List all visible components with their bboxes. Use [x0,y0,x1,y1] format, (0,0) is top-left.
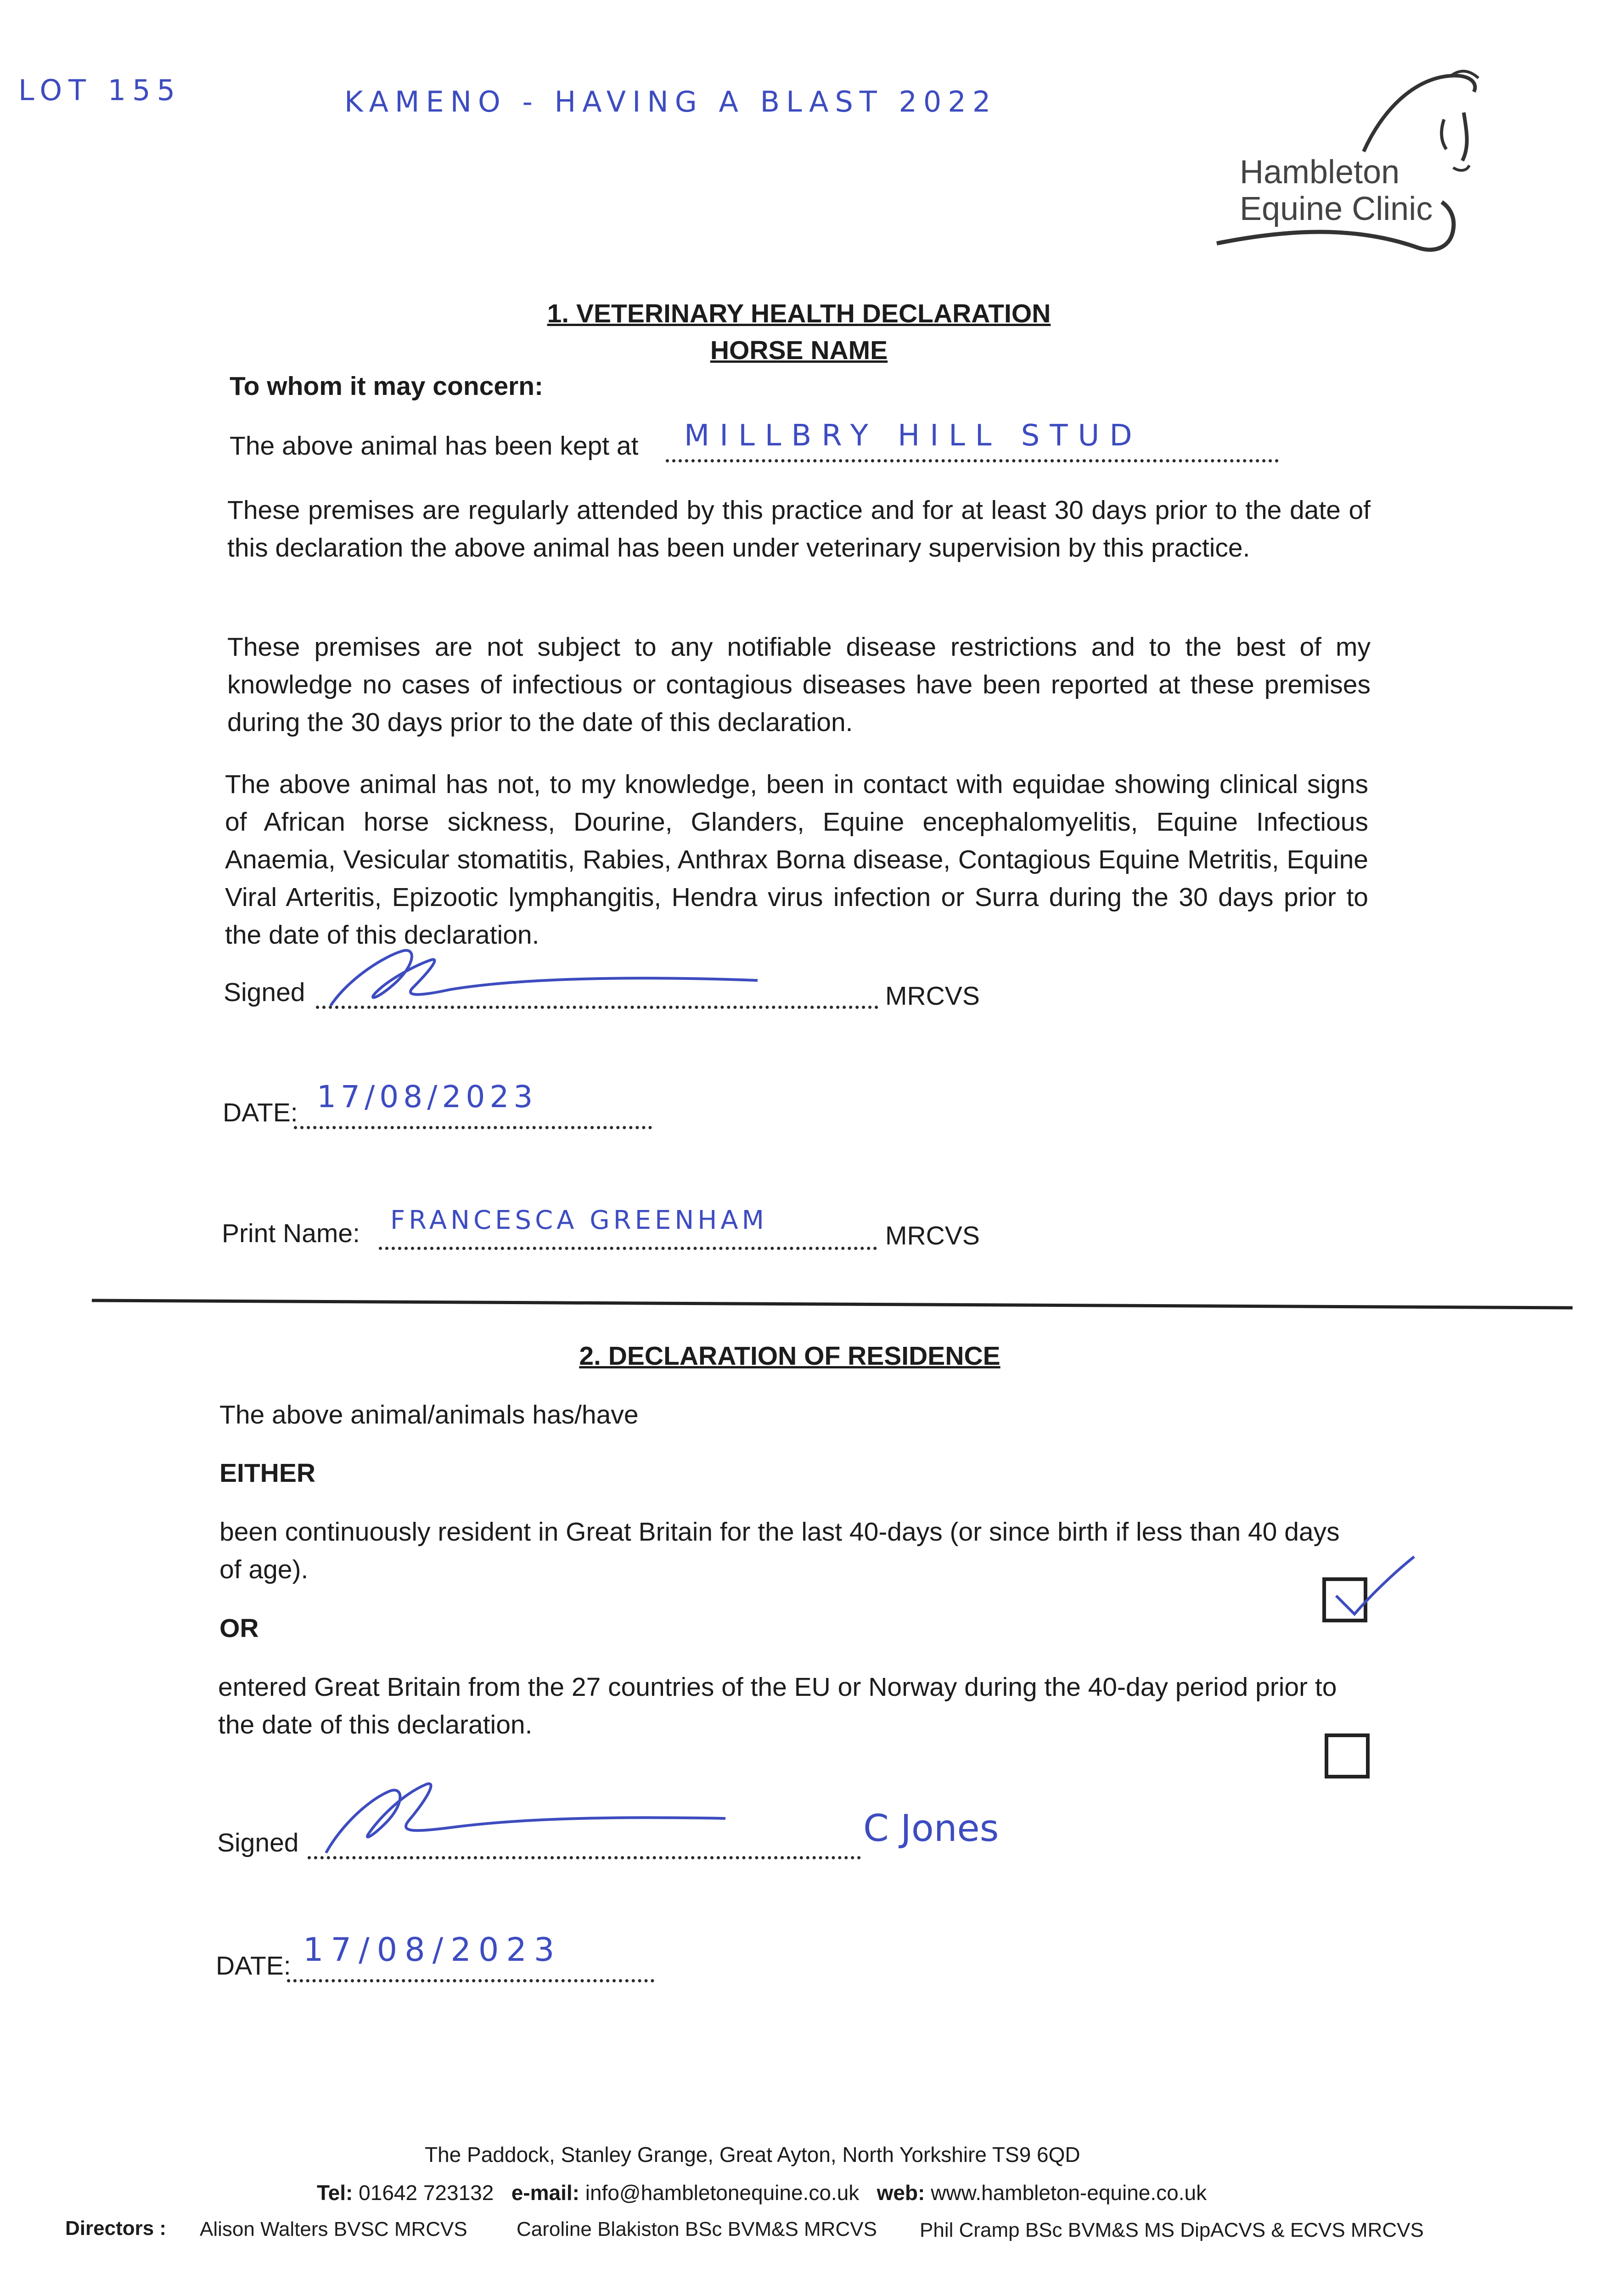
handwritten-signature-name-2: C Jones [863,1807,999,1850]
footer-director-2: Caroline Blakiston BSc BVM&S MRCVS [517,2218,877,2240]
footer-tel-label: Tel: [317,2181,353,2205]
mrcvs-label-2: MRCVS [885,1221,980,1250]
clinic-logo [1203,64,1488,266]
handwritten-premises: MILLBRY HILL STUD [684,419,1142,453]
signature-1-image [312,937,771,1019]
or-label: OR [219,1614,259,1643]
option-1-text: been continuously resident in Great Britain for the last 40-days (or since birth if less than 40 days of age). [219,1517,1340,1584]
footer-address: The Paddock, Stanley Grange, Great Ayton, North Yorkshire TS9 6QD [425,2143,1080,2167]
date-label-1: DATE: [223,1098,298,1127]
section2-title: 2. DECLARATION OF RESIDENCE [579,1341,1000,1371]
footer-director-1: Alison Walters BVSC MRCVS [200,2218,467,2240]
handwritten-date-1: 17/08/2023 [317,1079,538,1114]
handwritten-lot-number: LOT 155 [18,73,182,107]
signature-2-image [312,1773,735,1864]
signed-label-2: Signed [217,1828,299,1857]
date-dotted-line-2 [287,1979,654,1982]
footer-director-3: Phil Cramp BSc BVM&S MS DipACVS & ECVS MRCVS [920,2219,1424,2241]
footer-email-label: e-mail: [511,2181,579,2205]
option-2-checkbox[interactable] [1325,1733,1370,1778]
handwritten-horse-name: KAMENO - HAVING A BLAST 2022 [344,85,997,118]
section2-intro: The above animal/animals has/have [219,1400,639,1429]
logo-line-2: Equine Clinic [1240,191,1433,227]
footer-tel: 01642 723132 [359,2181,494,2205]
section1-title: 1. VETERINARY HEALTH DECLARATION [547,299,1051,328]
footer-contact-line [317,2180,1207,2205]
date-dotted-line-1 [294,1126,652,1129]
signed-label-1: Signed [224,978,305,1007]
footer-directors-label: Directors : [65,2217,167,2240]
print-name-dotted-line [379,1247,877,1250]
checkmark-icon [1327,1552,1419,1630]
print-name-label: Print Name: [222,1219,360,1248]
salutation: To whom it may concern: [230,371,544,401]
handwritten-date-2: 17/08/2023 [303,1931,562,1969]
date-label-2: DATE: [216,1951,291,1981]
logo-line-1: Hambleton [1240,154,1400,191]
either-label: EITHER [219,1458,316,1488]
handwritten-print-name: FRANCESCA GREENHAM [390,1205,768,1235]
section1-paragraph-1: These premises are regularly attended by this practice and for at least 30 days prior to the date of this declaration the above animal has been under veterinary supervision by this practice. [227,495,1371,563]
mrcvs-label-1: MRCVS [885,981,980,1011]
footer-web[interactable]: www.hambleton-equine.co.uk [931,2181,1207,2205]
kept-at-dotted-line [666,459,1279,462]
section1-paragraph-3: The above animal has not, to my knowledge, been in contact with equidae showing clinical signs of African horse sickness, Dourine, Glanders, Equine encephalomyelitis, Equine Infectious Anaemia, Vesicular stomatitis, Rabies, Anthrax Borna disease, Contagious Equine Metritis, Equine Viral Arteritis, Epizootic lymphangitis, Hendra virus infection or Surra during the 30 days prior to the date of this declaration. [225,770,1368,950]
section-divider [0,1295,1624,1313]
option-2-text: entered Great Britain from the 27 countries of the EU or Norway during the 40-day period prior to the date of this declaration. [218,1672,1337,1739]
kept-at-label: The above animal has been kept at [230,431,639,461]
footer-email[interactable]: info@hambletonequine.co.uk [585,2181,860,2205]
section1-subtitle: HORSE NAME [710,336,888,365]
section1-paragraph-2: These premises are not subject to any notifiable disease restrictions and to the best of my knowledge no cases of infectious or contagious diseases have been reported at these premises during the 30 days prior to the date of this declaration. [227,632,1371,737]
footer-web-label: web: [877,2181,925,2205]
